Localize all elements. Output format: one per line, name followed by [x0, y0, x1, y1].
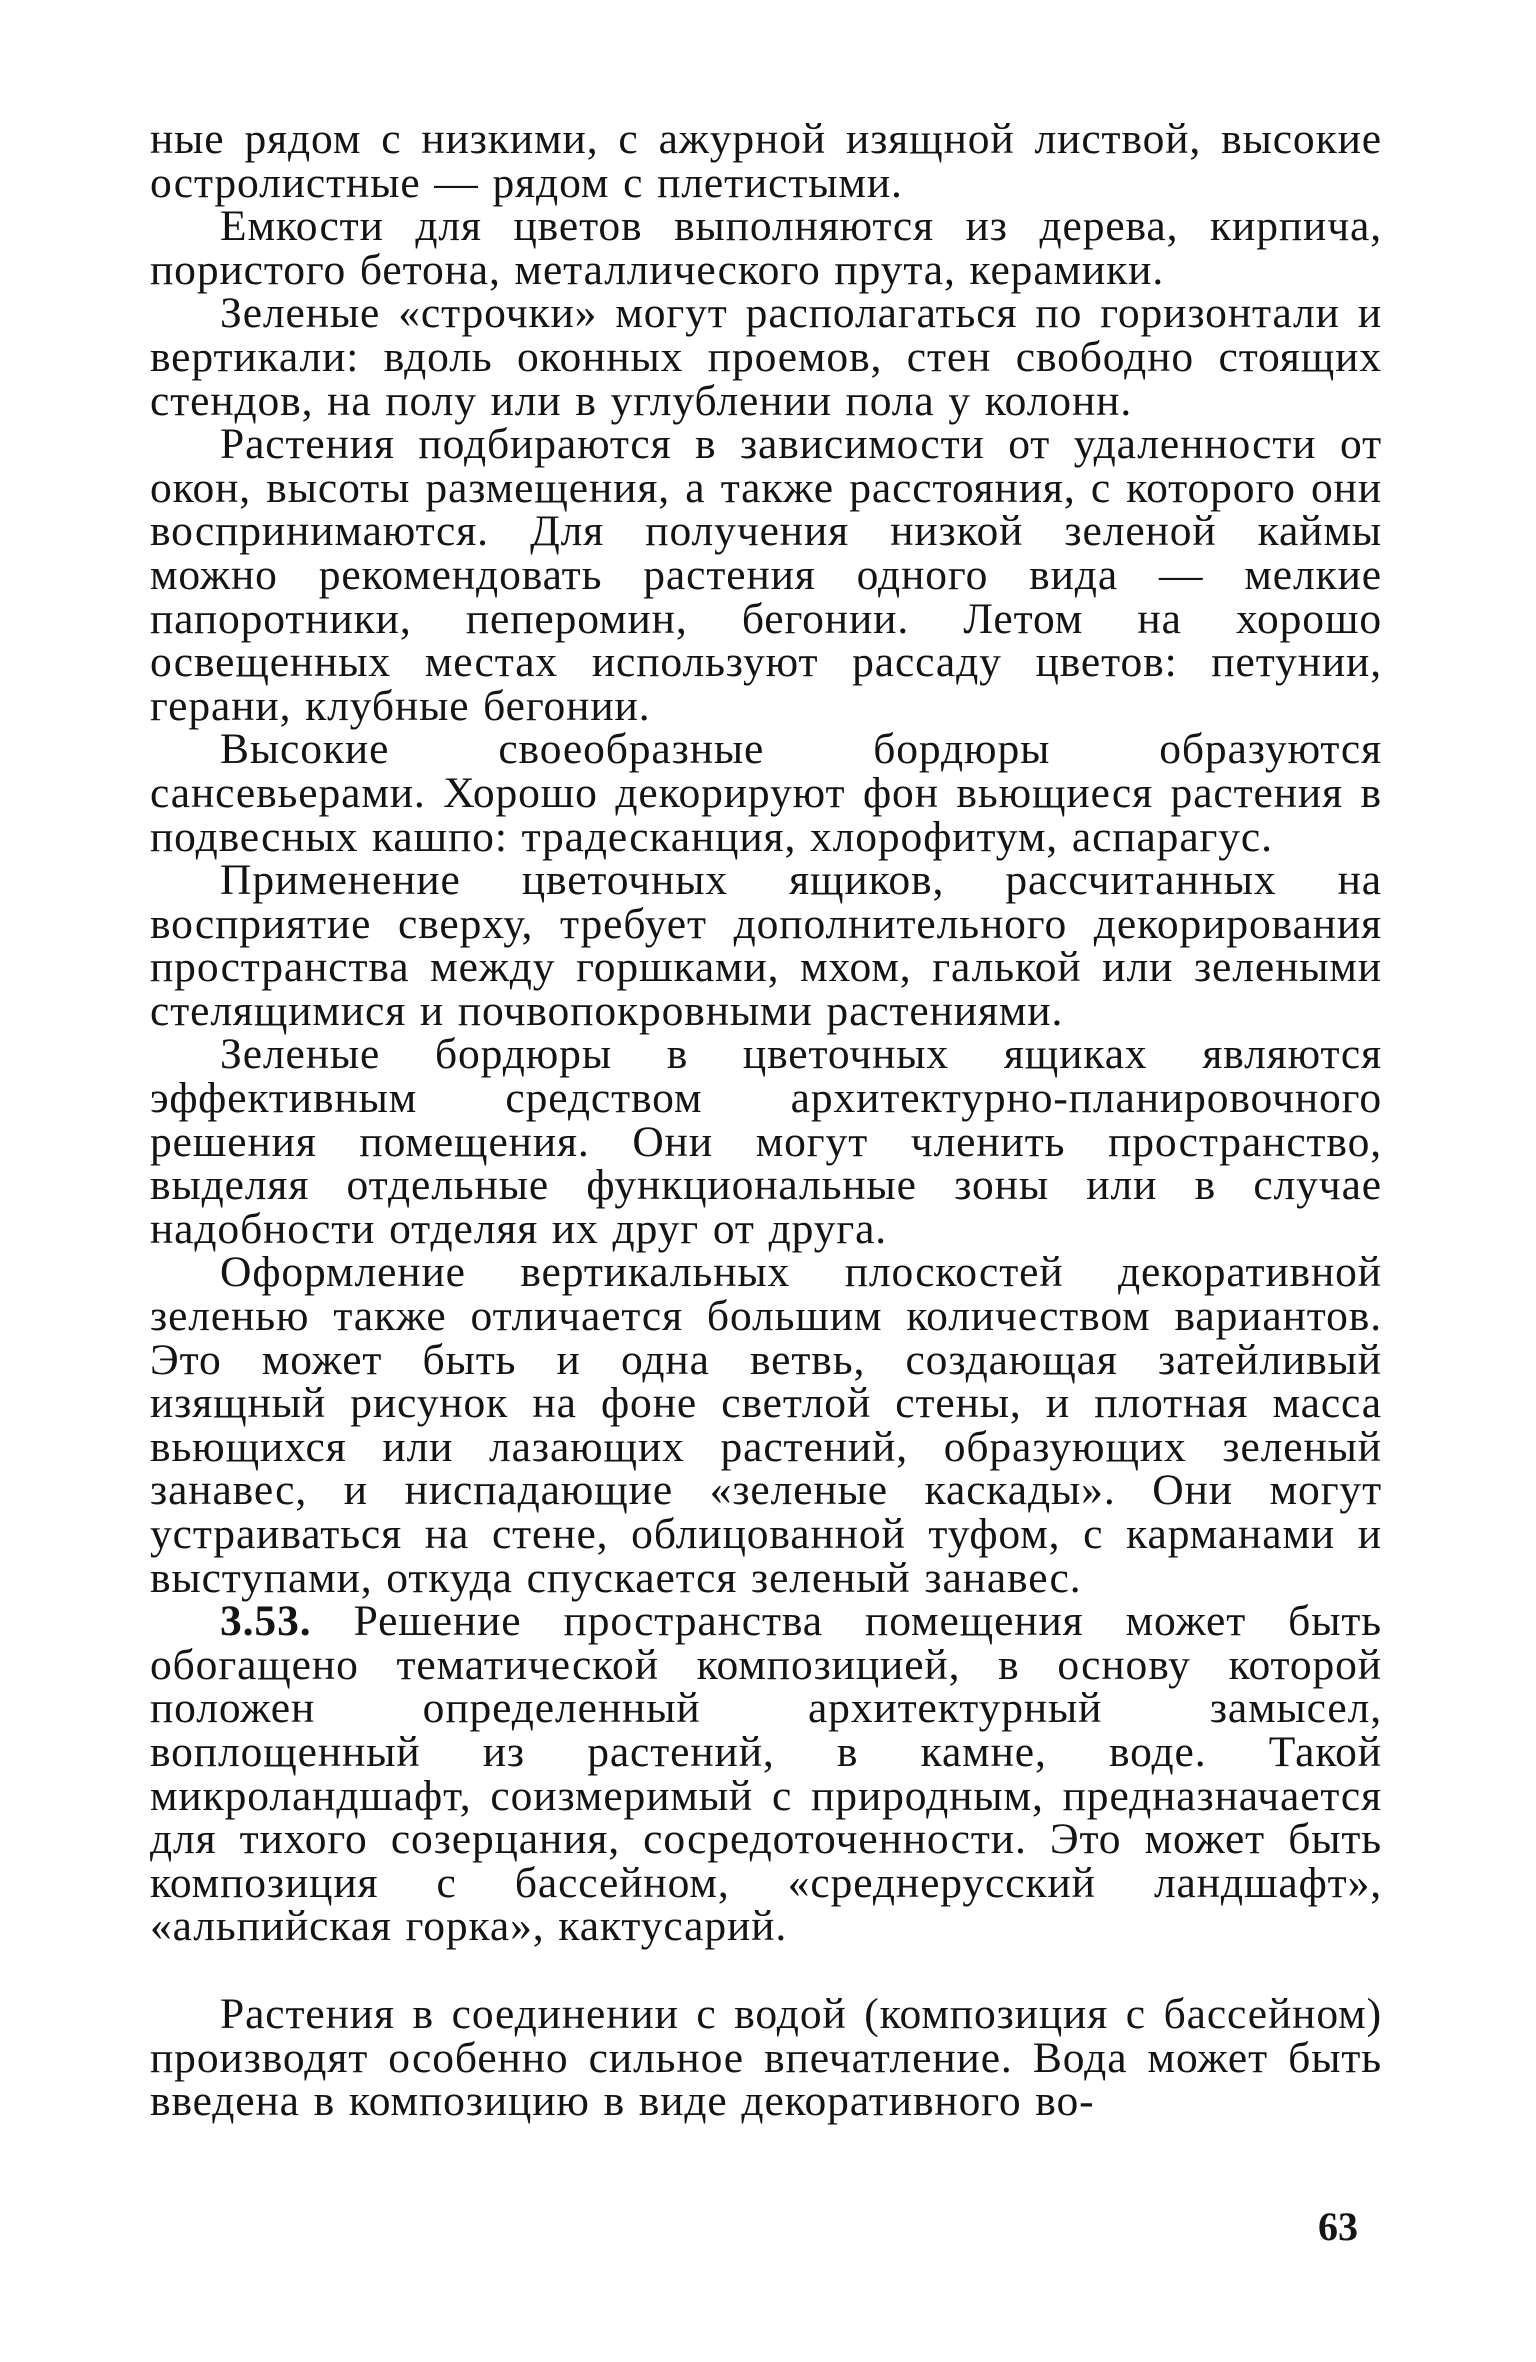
paragraph-continuation: ные рядом с низкими, с ажурной изящной листвой, высокие остролистные — рядом с плетистыми.: [150, 115, 1382, 207]
paragraph-green-borders: Зеленые бордюры в цветочных ящиках являются эффективным средством архитектурно-планировочного решения помещения. Они могут членить пространство, выделяя отдельные функциональные зоны или в случае надобности отделяя их друг от друга.: [150, 1030, 1382, 1253]
paragraph-flower-boxes: Применение цветочных ящиков, рассчитанных на восприятие сверху, требует дополнительного декорирования пространства между горшками, мхом, галькой или зелеными стелящимися и почвопокровными растениями.: [150, 856, 1382, 1035]
section-text: Решение пространства помещения может быть обогащено тематической композицией, в основу которой положен определенный архитектурный замысел, воплощенный из растений, в камне, воде. Такой микроландшафт, соизмеримый с природным, предназначается для тихого созерцания, сосредоточенности. Это может быть композиция с бассейном, «среднерусский ландшафт», «альпийская горка», кактусарий.: [150, 1597, 1382, 1951]
paragraph-vertical-surfaces: Оформление вертикальных плоскостей декоративной зеленью также отличается большим количеством вариантов. Это может быть и одна ветвь, создающая затейливый изящный рисунок на фоне светлой стены, и плотная масса вьющихся или лазающих растений, образующих зеленый занавес, и ниспадающие «зеленые каскады». Они могут устраиваться на стене, облицованной туфом, с карманами и выступами, откуда спускается зеленый занавес.: [150, 1248, 1382, 1602]
paragraph-green-lines: Зеленые «строчки» могут располагаться по горизонтали и вертикали: вдоль оконных проемов, стен свободно стоящих стендов, на полу или в углублении пола у колонн.: [150, 289, 1382, 425]
paragraph-section-3-53: [150, 1597, 1382, 1951]
page-number: 63: [1318, 2204, 1358, 2249]
paragraph-water-composition: Растения в соединении с водой (композиция с бассейном) производят особенно сильное впечатление. Вода может быть введена в композицию в виде декоративного во-: [150, 1989, 1382, 2126]
paragraph-high-borders: Высокие своеобразные бордюры образуются сансевьерами. Хорошо декорируют фон вьющиеся растения в подвесных кашпо: традесканция, хлорофитум, аспарагус.: [150, 725, 1382, 861]
body-text: [150, 115, 1382, 2126]
section-number: 3.53.: [220, 1597, 312, 1646]
paragraph-plant-selection: Растения подбираются в зависимости от удаленности от окон, высоты размещения, а также расстояния, с которого они воспринимаются. Для получения низкой зеленой каймы можно рекомендовать растения одного вида — мелкие папоротники, пеперомин, бегонии. Летом на хорошо освещенных местах используют рассаду цветов: петунии, герани, клубные бегонии.: [150, 420, 1382, 730]
paragraph-containers: Емкости для цветов выполняются из дерева, кирпича, пористого бетона, металлического прута, керамики.: [150, 202, 1382, 294]
